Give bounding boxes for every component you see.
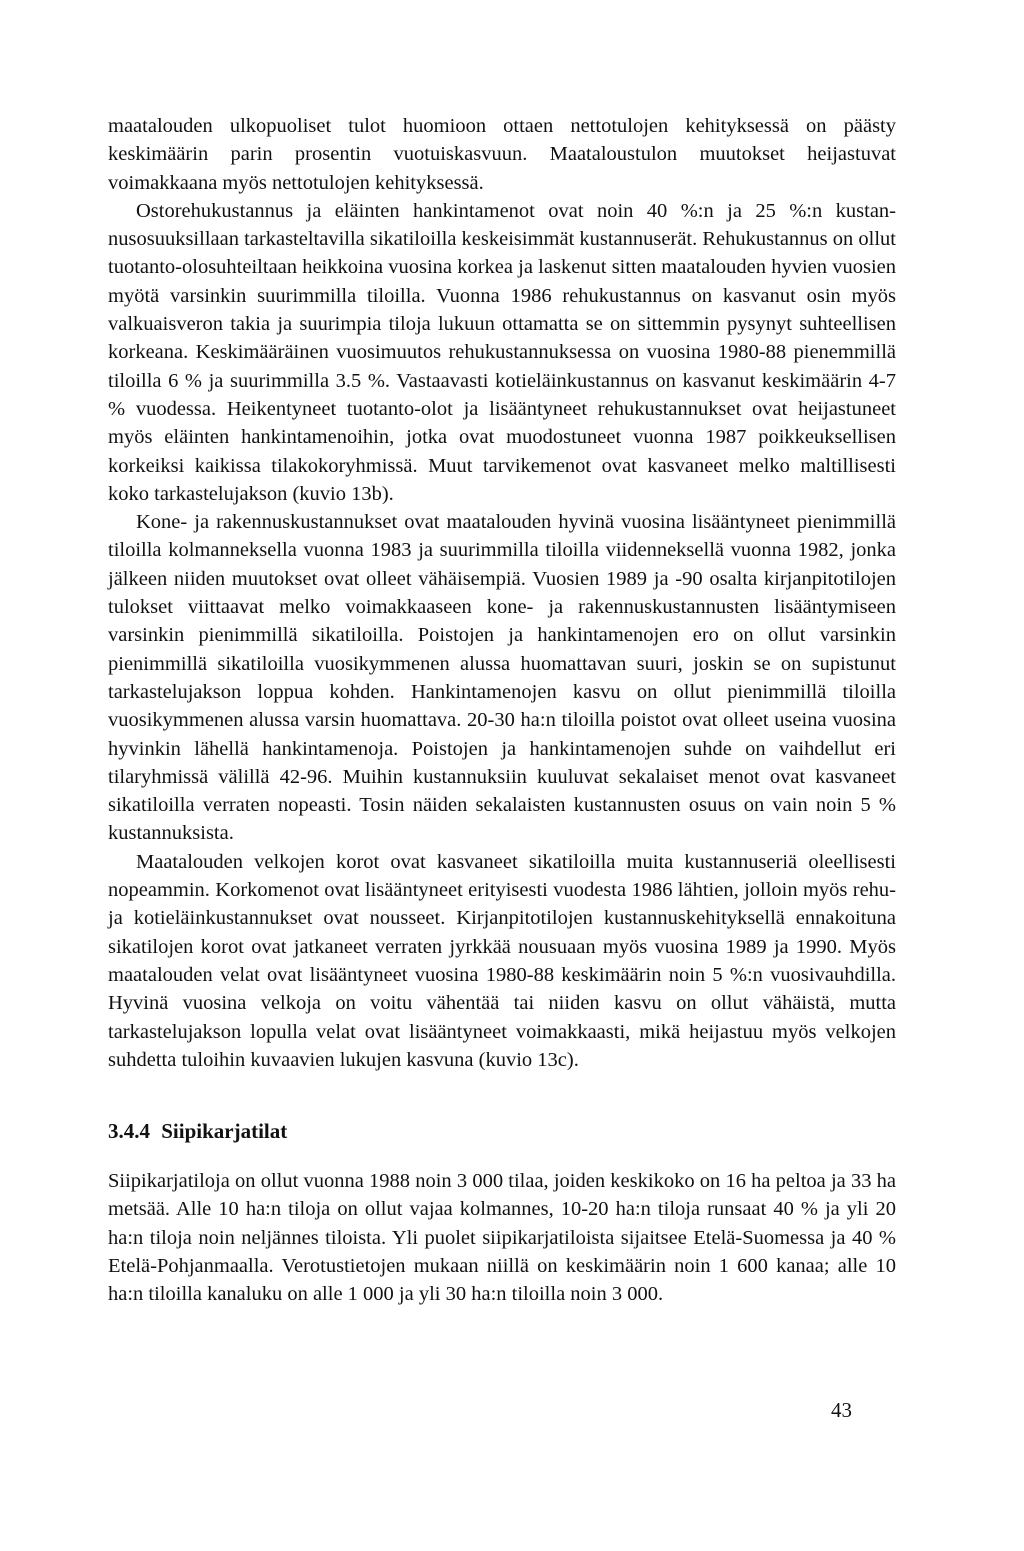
page-number: 43 <box>831 1398 852 1422</box>
paragraph-poultry-farms: Siipikarjatiloja on ollut vuonna 1988 noin 3 000 tilaa, joiden keskikoko on 16 ha peltoa ja 33 ha metsää. Alle 10 ha:n tiloja on ollut vajaa kolmannes, 10-20 ha:n tiloja runsaat 40 % ja yli 20 ha:n tiloja noin neljännes tiloista. Yli puolet siipikarjatiloista sijaitsee Etelä-Suomessa ja 40 % Etelä-Pohjanmaalla. Verotustietojen mukaan niillä on keskimäärin noin 1 600 kanaa; alle 10 ha:n tiloilla kanaluku on alle 1 000 ja yli 30 ha:n tiloilla noin 3 000. <box>108 1170 896 1306</box>
paragraph-machinery-costs: Kone- ja rakennuskustannukset ovat maatalouden hyvinä vuosina lisääntyneet pienimmillä tiloilla kolmanneksella vuonna 1983 ja suurimmilla tiloilla viidenneksellä vuonna 1982, jonka jälkeen niiden muutokset ovat olleet vähäisempiä. Vuosien 1989 ja -90 osalta kirjanpitotilojen tulokset viittaavat melko voimakkaaseen kone- ja rakennuskustannusten lisääntymiseen varsinkin pienimmillä sikatiloilla. Poistojen ja hankintamenojen ero on ollut varsinkin pienimmillä sikatiloilla vuosikymmenen alussa huomattavan suuri, joskin se on supistunut tarkastelujakson loppua kohden. Hankintamenojen kasvu on ollut pienimmillä tiloilla vuosikymmenen alussa varsin huomattava. 20-30 ha:n tiloilla poistot ovat olleet useina vuosina hyvinkin lähellä hankintamenoja. Poistojen ja hankintamenojen suhde on vaihdellut eri tilaryhmissä välillä 42-96. Muihin kustannuksiin kuuluvat sekalaiset menot ovat kasvaneet sikatiloilla verraten nopeasti. Tosin näiden sekalaisten kustannusten osuus on vain noin 5 % kustannuksista. <box>108 511 896 845</box>
document-page <box>108 112 896 1309</box>
paragraph-interest-costs: Maatalouden velkojen korot ovat kasvaneet sikatiloilla muita kustannuseriä oleellisesti nopeammin. Korkomenot ovat lisääntyneet erityisesti vuodesta 1986 lähtien, jolloin myös rehu- ja kotieläinkustannukset ovat nousseet. Kirjanpitotilojen kustannuskehityksellä ennakoituna sikatilojen korot ovat jatkaneet verraten jyrkkää nousuaan myös vuosina 1989 ja 1990. Myös maatalouden velat ovat lisääntyneet vuosina 1980-88 keskimäärin noin 5 %:n vuosivauhdilla. Hyvinä vuosina velkoja on voitu vähentää tai niiden kasvu on ollut vähäistä, mutta tarkastelujakson lopulla velat ovat lisääntyneet voimakkaasti, mikä heijastuu myös velkojen suhdetta tuloihin kuvaavien lukujen kasvuna (kuvio 13c). <box>108 850 896 1071</box>
paragraph-income-continuation: maatalouden ulkopuoliset tulot huomioon ottaen nettotulojen kehityksessä on päästy keskimäärin parin prosentin vuotuiskasvuun. Maataloustulon muutokset heijastuvat voimakkaana myös nettotulojen kehityksessä. <box>108 115 896 194</box>
section-title: Siipikarjatilat <box>161 1119 288 1144</box>
section-heading <box>108 1117 896 1145</box>
paragraph-feed-costs: Ostorehukustannus ja eläinten hankintamenot ovat noin 40 %:n ja 25 %:n kustannusosuuksillaan tarkasteltavilla sikatiloilla keskeisimmät kustannuserät. Rehukustannus on ollut tuotanto-olosuhteiltaan heikkoina vuosina korkea ja laskenut sitten maatalouden hyvien vuosien myötä varsinkin suurimmilla tiloilla. Vuonna 1986 rehukustannus on kasvanut osin myös valkuaisveron takia ja suurimpia tiloja lukuun ottamatta se on sittemmin pysynyt suhteellisen korkeana. Keskimääräinen vuosimuutos rehukustannuksessa on vuosina 1980-88 pienemmillä tiloilla 6 % ja suurimmilla 3.5 %. Vastaavasti kotieläinkustannus on kasvanut keskimäärin 4-7 % vuodessa. Heikentyneet tuotanto-olot ja lisääntyneet rehukustannukset ovat heijastuneet myös eläinten hankintamenoihin, jotka ovat muodostuneet vuonna 1987 poikkeuksellisen korkeiksi kaikissa tilakokoryhmissä. Muut tarvikemenot ovat kasvaneet melko maltillisesti koko tarkastelujakson (kuvio 13b). <box>108 199 896 505</box>
section-number: 3.4.4 <box>108 1119 150 1144</box>
